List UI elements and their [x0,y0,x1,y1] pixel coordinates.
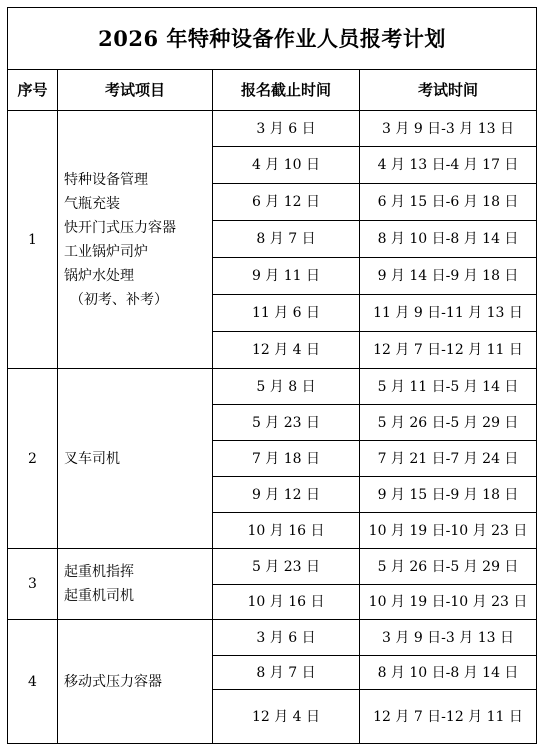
exam-time-cell: 6 月 15 日-6 月 18 日 [360,184,537,221]
header-exam-time: 考试时间 [360,70,537,111]
header-row [8,70,537,111]
deadline-cell: 12 月 4 日 [213,690,360,744]
exam-item: 起重机指挥 [64,564,134,580]
deadline-cell: 5 月 8 日 [213,369,360,405]
deadline-cell: 8 月 7 日 [213,656,360,690]
exam-plan-table [7,7,537,744]
exam-item: 叉车司机 [64,450,120,467]
exam-time-cell: 5 月 26 日-5 月 29 日 [360,549,537,585]
header-deadline: 报名截止时间 [213,70,360,111]
exam-time-cell: 12 月 7 日-12 月 11 日 [360,332,537,369]
table-row [8,620,537,656]
deadline-cell: 12 月 4 日 [213,332,360,369]
exam-time-cell: 4 月 13 日-4 月 17 日 [360,147,537,184]
exam-time-cell: 5 月 11 日-5 月 14 日 [360,369,537,405]
exam-time-cell: 8 月 10 日-8 月 14 日 [360,221,537,258]
exam-time-cell: 11 月 9 日-11 月 13 日 [360,295,537,332]
deadline-cell: 5 月 23 日 [213,405,360,441]
exam-time-cell: 12 月 7 日-12 月 11 日 [360,690,537,744]
table-title: 2026 年特种设备作业人员报考计划 [8,8,537,70]
exam-time-cell: 3 月 9 日-3 月 13 日 [360,620,537,656]
deadline-cell: 3 月 6 日 [213,620,360,656]
exam-item: 锅炉水处理 [64,267,134,284]
row-index: 4 [8,620,58,744]
exam-time-cell: 9 月 14 日-9 月 18 日 [360,258,537,295]
deadline-cell: 10 月 16 日 [213,585,360,620]
exam-time-cell: 10 月 19 日-10 月 23 日 [360,585,537,620]
exam-item: 特种设备管理 [64,171,148,188]
exam-time-cell: 9 月 15 日-9 月 18 日 [360,477,537,513]
exam-item: 工业锅炉司炉 [64,243,148,260]
exam-time-cell: 8 月 10 日-8 月 14 日 [360,656,537,690]
header-index: 序号 [8,70,58,111]
header-exam-item: 考试项目 [58,70,213,111]
deadline-cell: 3 月 6 日 [213,111,360,147]
exam-item: 移动式压力容器 [64,673,162,690]
exam-item: 气瓶充装 [64,195,120,212]
row-index: 2 [8,369,58,549]
exam-time-cell: 10 月 19 日-10 月 23 日 [360,513,537,549]
deadline-cell: 5 月 23 日 [213,549,360,585]
title-row [8,8,537,70]
exam-time-cell: 7 月 21 日-7 月 24 日 [360,441,537,477]
deadline-cell: 9 月 12 日 [213,477,360,513]
exam-items-cell [58,549,213,620]
table-row [8,369,537,405]
exam-time-cell: 5 月 26 日-5 月 29 日 [360,405,537,441]
row-index: 3 [8,549,58,620]
deadline-cell: 4 月 10 日 [213,147,360,184]
deadline-cell: 11 月 6 日 [213,295,360,332]
exam-items-cell [58,620,213,744]
exam-item: （初考、补考） [70,291,168,308]
exam-item: 快开门式压力容器 [64,219,176,236]
deadline-cell: 10 月 16 日 [213,513,360,549]
table-row [8,549,537,585]
exam-items-cell [58,111,213,369]
deadline-cell: 8 月 7 日 [213,221,360,258]
deadline-cell: 7 月 18 日 [213,441,360,477]
exam-items-cell [58,369,213,549]
table-row [8,111,537,147]
exam-item: 起重机司机 [64,588,134,604]
deadline-cell: 6 月 12 日 [213,184,360,221]
row-index: 1 [8,111,58,369]
deadline-cell: 9 月 11 日 [213,258,360,295]
exam-time-cell: 3 月 9 日-3 月 13 日 [360,111,537,147]
